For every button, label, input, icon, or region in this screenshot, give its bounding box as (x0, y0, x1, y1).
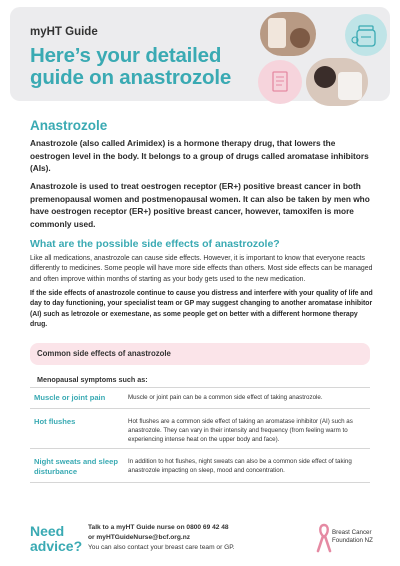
table-header (30, 343, 370, 365)
title-line-1: Here’s your detailed (30, 44, 222, 67)
page-title (30, 45, 231, 89)
contact-note: You can also contact your breast care team or GP. (88, 544, 235, 551)
logo-line-1: Breast Cancer (332, 529, 372, 536)
document-icon (258, 60, 302, 104)
table-title: Common side effects of anastrozole (37, 349, 171, 358)
row-label: Muscle or joint pain (34, 393, 106, 402)
title-line-2: guide on anastrozole (30, 66, 232, 89)
intro-paragraph-1: Anastrozole (also called Arimidex) is a hormone therapy drug, that lowers the oestrogen level in the body. It belongs to a group of drugs called aromatase inhibitors (AIs). (30, 138, 369, 173)
divider (30, 448, 370, 449)
divider (30, 387, 370, 388)
row-label: Night sweats and sleep disturbance (34, 457, 118, 476)
email-link[interactable]: or myHTGuideNurse@bcf.org.nz (88, 534, 191, 541)
need-advice-text: Need advice? (30, 523, 83, 554)
logo-line-2: Foundation NZ (332, 536, 373, 544)
table-subheading: Menopausal symptoms such as: (37, 375, 148, 384)
intro-paragraph-2: Anastrozole is used to treat oestrogen receptor (ER+) positive breast cancer in both premenopausal women and postmenopausal women. It can also be taken by men who have oestrogen receptor (ER+) positive breast cancer, however, tamoxifen is more commonly used. (30, 181, 370, 229)
bottle-icon (345, 14, 387, 56)
phone-line: Talk to a myHT Guide nurse on 0800 69 42 48 (88, 524, 229, 531)
divider (30, 482, 370, 483)
ribbon-icon (316, 523, 332, 553)
side-effects-paragraph: Like all medications, anastrozole can cause side effects. However, it is important to know that everyone reacts differently to medicines. Some people will have more side effects than others. Most side effects can be managed and often improve within months of starting as your body gets used to the new medication. (30, 255, 373, 283)
need-advice-heading (30, 523, 83, 554)
section-heading: Anastrozole (30, 118, 108, 133)
divider (30, 408, 370, 409)
row-description: In addition to hot flushes, night sweats can also be a common side effect of taking anastrozole impacting on sleep, mood and concentration. (128, 458, 352, 474)
bottle-icon-circle (345, 14, 387, 56)
medication-photo (260, 12, 316, 56)
brand-name: myHT Guide (30, 26, 98, 38)
side-effects-heading: What are the possible side effects of anastrozole? (30, 238, 280, 250)
document-icon-circle (258, 60, 302, 104)
people-photo (306, 58, 368, 106)
row-label: Hot flushes (34, 417, 76, 426)
row-description: Hot flushes are a common side effect of taking an aromatase inhibitor (AI) such as anastrozole. They can vary in their intensity and frequency (from feeling warm to experiencing intense heat on the upper body and face). (128, 418, 353, 443)
footer-contact (88, 523, 235, 553)
side-effects-bold-paragraph: If the side effects of anastrozole continue to cause you distress and interfere with your quality of life and day to day functioning, your specialist team or GP may suggest changing to another aromatase inhibitor (AI) such as letrozole or exemestane, as some people get on better with a different hormone therapy drug. (30, 290, 373, 329)
logo-text (332, 529, 373, 544)
row-description: Muscle or joint pain can be a common side effect of taking anastrozole. (128, 394, 323, 401)
